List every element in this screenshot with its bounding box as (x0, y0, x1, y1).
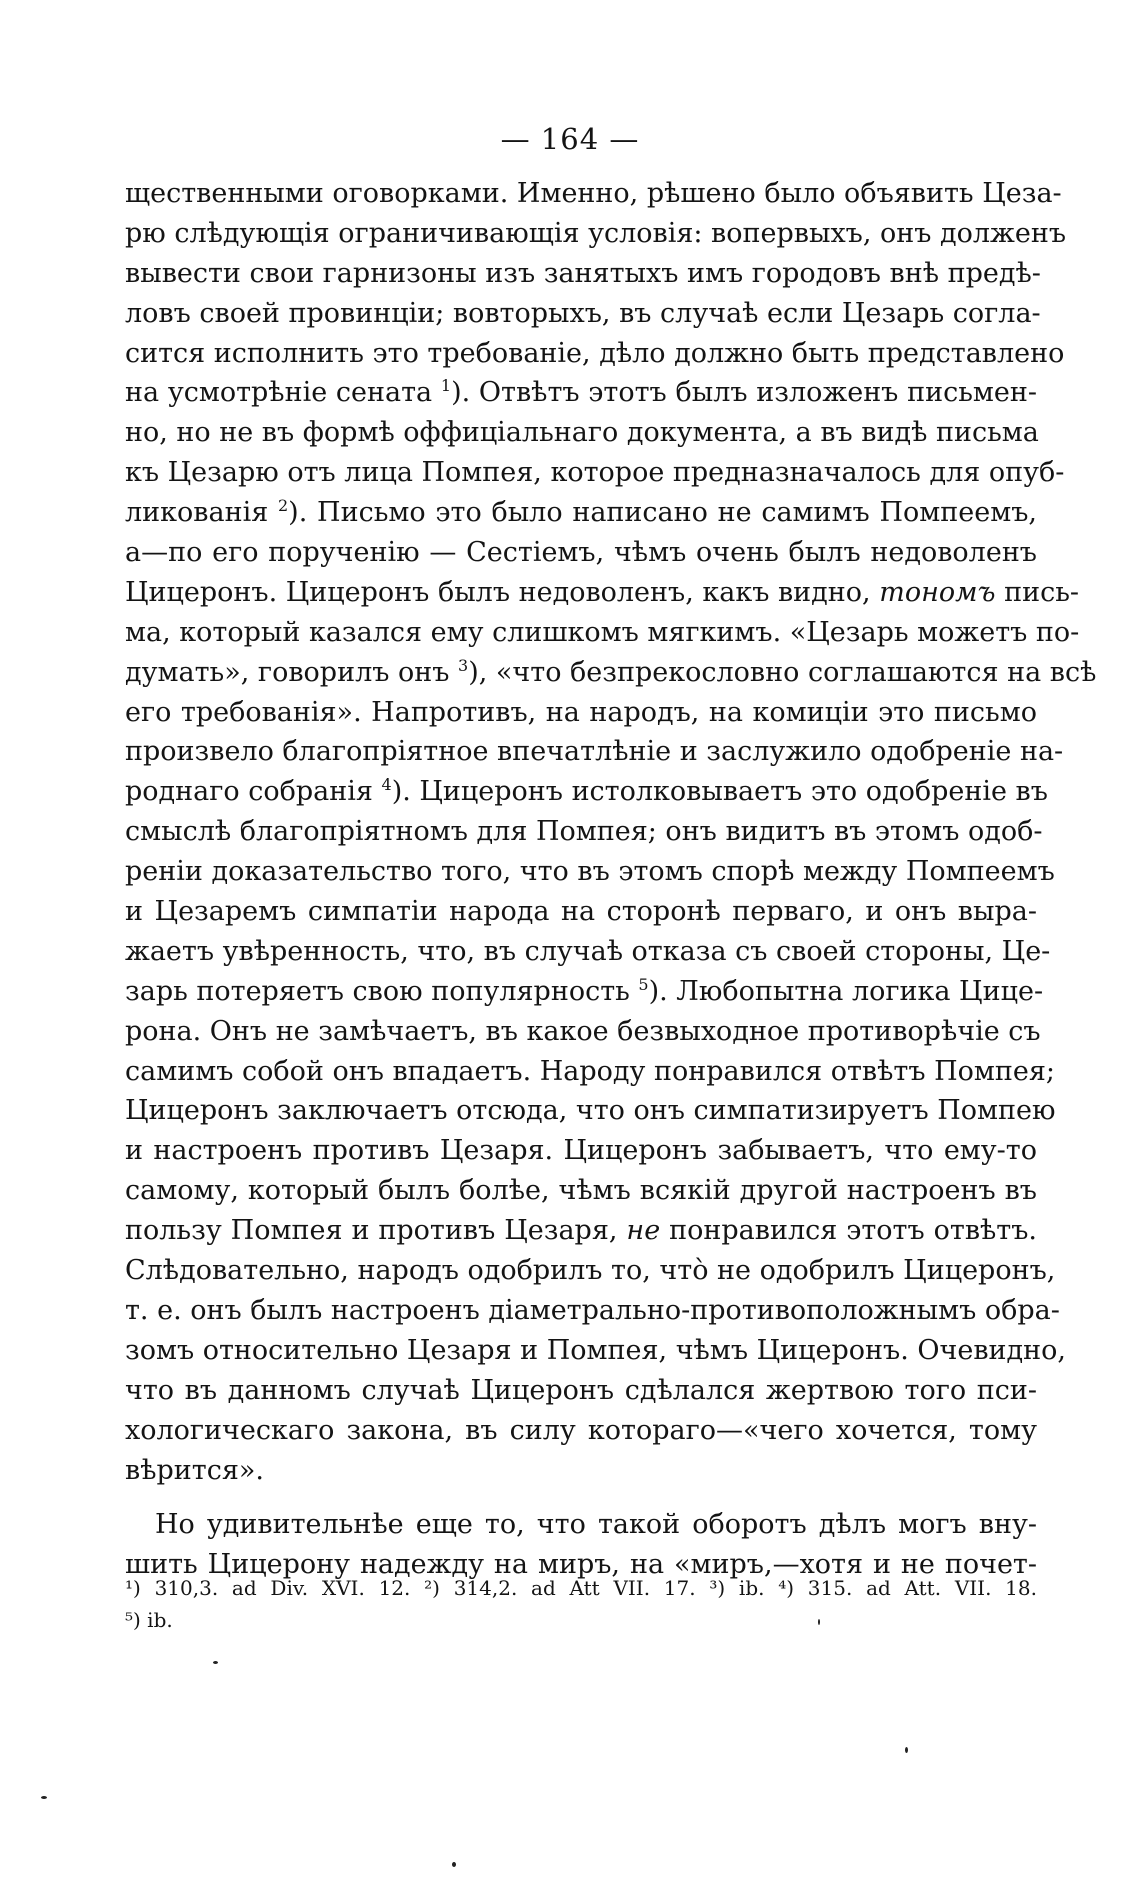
text-line (125, 294, 1041, 334)
footnote-line: ¹) 310,3. ad Div. XVI. 12. ²) 314,2. ad Att VII. 17. ³) ib. ⁴) 315. ad Att. VII. 18. (125, 1576, 1037, 1600)
text-line (125, 693, 1037, 733)
text-line (125, 334, 1065, 374)
text-line (125, 613, 1080, 653)
text-line-content: Слѣдовательно, народъ одобрилъ то, что̀ не одобрилъ Цицеронъ, (125, 1255, 1056, 1287)
text-line-content: ). Цицеронъ истолковываетъ это одобреніе въ (391, 776, 1048, 808)
text-line (125, 1052, 1055, 1092)
text-line-content: его требованія». Напротивъ, на народъ, на комиціи это письмо (125, 696, 1037, 728)
text-line (125, 1411, 1037, 1451)
text-line (125, 1211, 1037, 1251)
text-line-content: реніи доказательство того, что въ этомъ спорѣ между Помпеемъ (125, 856, 1055, 888)
text-line-content: жаетъ увѣренность, что, въ случаѣ отказа съ своей стороны, Це- (125, 935, 1051, 967)
text-line (125, 453, 1065, 493)
text-line-content: Цицеронъ. Цицеронъ былъ недоволенъ, какъ видно, (125, 576, 880, 608)
text-line (125, 413, 1037, 453)
text-line-content: ). Письмо это было написано не самимъ Помпеемъ, (288, 497, 1037, 529)
footnote-ref: 3 (458, 655, 469, 675)
text-line (125, 1091, 1056, 1131)
text-line (125, 1291, 1060, 1331)
text-line-content: самому, который былъ болѣе, чѣмъ всякій другой настроенъ въ (125, 1175, 1037, 1207)
footnote-ref: 1 (440, 376, 452, 396)
text-line-content: ), «что безпрекословно соглашаются на всѣ (468, 656, 1097, 688)
text-line-content: Но удивительнѣе еще то, что такой оборотъ дѣлъ могъ вну- (155, 1509, 1037, 1541)
text-line-content: роднаго собранія (125, 776, 382, 808)
text-line-content: смыслѣ благопріятномъ для Помпея; онъ видитъ въ этомъ одоб- (125, 816, 1043, 848)
text-line-content: пользу Помпея и противъ Цезаря, (125, 1215, 627, 1247)
text-line-content: рю слѣдующія ограничивающія условія: вопервыхъ, онъ долженъ (125, 217, 1067, 249)
text-line-content: понравился этотъ отвѣтъ. (660, 1215, 1037, 1247)
text-line-content: ма, который казался ему слишкомъ мягкимъ. «Цезарь можетъ по- (125, 616, 1080, 648)
text-line (125, 732, 1064, 772)
text-line (125, 1131, 1037, 1171)
text-line (125, 812, 1043, 852)
text-line (125, 852, 1055, 892)
footnotes (125, 1572, 1037, 1636)
text-line-content: что въ данномъ случаѣ Цицеронъ сдѣлался жертвою того пси- (125, 1374, 1037, 1406)
text-line-content: ликованія (125, 497, 278, 529)
text-line-content: вѣрится». (125, 1454, 264, 1486)
footnote-line: ⁵) ib. (125, 1608, 173, 1632)
text-line-content: а—по его порученію — Сестіемъ, чѣмъ очень былъ недоволенъ (125, 537, 1037, 569)
italic-text: тономъ (879, 576, 996, 608)
italic-text: не (626, 1215, 661, 1247)
text-line-content: но, но не въ формѣ оффиціальнаго документа, а въ видѣ письма (125, 417, 1039, 449)
paragraph-gap (125, 1490, 1037, 1505)
text-line (125, 1251, 1056, 1291)
footnote-ref: 5 (638, 974, 649, 994)
text-line (125, 932, 1051, 972)
text-line (125, 1012, 1041, 1052)
text-line-content: Цицеронъ заключаетъ отсюда, что онъ симпатизируетъ Помпею (125, 1095, 1056, 1127)
scan-speck (905, 1747, 908, 1753)
text-line-content: сится исполнить это требованіе, дѣло должно быть представлено (125, 337, 1065, 369)
text-line (125, 1331, 1066, 1371)
text-line (125, 254, 1041, 294)
text-line (125, 972, 1044, 1012)
text-line-content: рона. Онъ не замѣчаетъ, въ какое безвыходное противорѣчіе съ (125, 1015, 1041, 1047)
text-line-content: зомъ относительно Цезаря и Помпея, чѣмъ Цицеронъ. Очевидно, (125, 1334, 1066, 1366)
text-line-content: щественными оговорками. Именно, рѣшено было объявить Цеза- (125, 178, 1062, 209)
footnote-ref: 4 (381, 775, 392, 795)
text-line-content: и настроенъ противъ Цезаря. Цицеронъ забываетъ, что ему-то (125, 1135, 1037, 1167)
text-line-content: ). Любопытна логика Цице- (648, 975, 1044, 1007)
text-line-content: ловъ своей провинціи; вовторыхъ, въ случаѣ если Цезарь согла- (125, 297, 1041, 329)
text-line-content: зарь потеряетъ свою популярность (125, 975, 639, 1007)
text-line-content: пись- (995, 576, 1080, 608)
text-line-content: т. е. онъ былъ настроенъ діаметрально-противоположнымъ обра- (125, 1294, 1060, 1326)
text-line (125, 772, 1048, 812)
scan-speck (213, 1661, 218, 1664)
text-line (125, 493, 1037, 533)
text-line-content: на усмотрѣніе сената (125, 377, 441, 409)
text-line (125, 174, 1062, 214)
text-line (125, 573, 1080, 613)
text-line (125, 1505, 1037, 1545)
text-line-content: самимъ собой онъ впадаетъ. Народу понравился отвѣтъ Помпея; (125, 1055, 1055, 1087)
footnote-ref: 2 (277, 496, 289, 516)
text-line-content: и Цезаремъ симпатіи народа на сторонѣ перваго, и онъ выра- (125, 896, 1037, 928)
text-line (125, 214, 1067, 254)
body-text (125, 174, 1097, 1585)
page-number: — 164 — (500, 122, 640, 156)
text-line-content: произвело благопріятное впечатлѣніе и заслужило одобреніе на- (125, 736, 1064, 768)
text-line-content: вывести свои гарнизоны изъ занятыхъ имъ городовъ внѣ предѣ- (125, 257, 1041, 289)
text-line (125, 533, 1037, 573)
scan-speck (818, 1619, 820, 1625)
text-line-content: думать», говорилъ онъ (125, 656, 458, 688)
text-line-content: шить Цицерону надежду на миръ, на «миръ,—хотя и не почет- (125, 1549, 1037, 1581)
scan-speck (41, 1796, 47, 1799)
text-line-content: къ Цезарю отъ лица Помпея, которое предназначалось для опуб- (125, 457, 1065, 489)
text-line (125, 1171, 1037, 1211)
text-line (125, 653, 1097, 693)
scan-speck (452, 1862, 456, 1867)
text-line (125, 373, 1037, 413)
text-line-content: ). Отвѣтъ этотъ былъ изложенъ письмен- (451, 377, 1037, 409)
text-line (125, 1371, 1037, 1411)
text-line (125, 892, 1037, 932)
text-line-content: хологическаго закона, въ силу котораго—«чего хочется, тому (125, 1414, 1037, 1446)
text-line (125, 1451, 1037, 1491)
